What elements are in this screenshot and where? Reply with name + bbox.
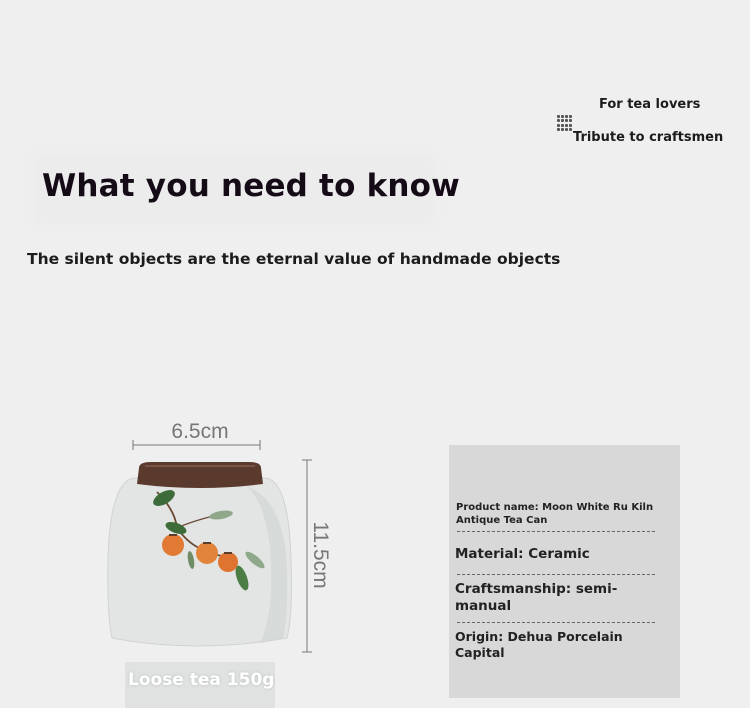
tagline-craftsmen: Tribute to craftsmen bbox=[573, 130, 724, 145]
capacity-caption: Loose tea 150g bbox=[128, 670, 275, 690]
tagline-tea-lovers: For tea lovers bbox=[599, 97, 701, 112]
spec-craftsmanship: Craftsmanship: semi-manual bbox=[455, 581, 618, 614]
grid-dots-icon bbox=[557, 115, 573, 131]
spec-material: Material: Ceramic bbox=[455, 546, 590, 562]
spec-origin: Origin: Dehua Porcelain Capital bbox=[455, 629, 623, 660]
page-title: What you need to know bbox=[42, 168, 460, 204]
product-image bbox=[95, 410, 355, 708]
divider bbox=[457, 574, 655, 575]
persimmon bbox=[196, 542, 218, 564]
spec-card bbox=[449, 445, 680, 698]
divider bbox=[457, 531, 655, 532]
width-label: 6.5cm bbox=[171, 420, 229, 443]
persimmon bbox=[218, 552, 238, 572]
page-subtitle: The silent objects are the eternal value of handmade objects bbox=[27, 250, 561, 268]
divider bbox=[457, 622, 655, 623]
spec-product-name: Product name: Moon White Ru Kiln Antique Tea Can bbox=[456, 502, 654, 526]
persimmon bbox=[162, 534, 184, 556]
height-label: 11.5cm bbox=[309, 521, 332, 589]
